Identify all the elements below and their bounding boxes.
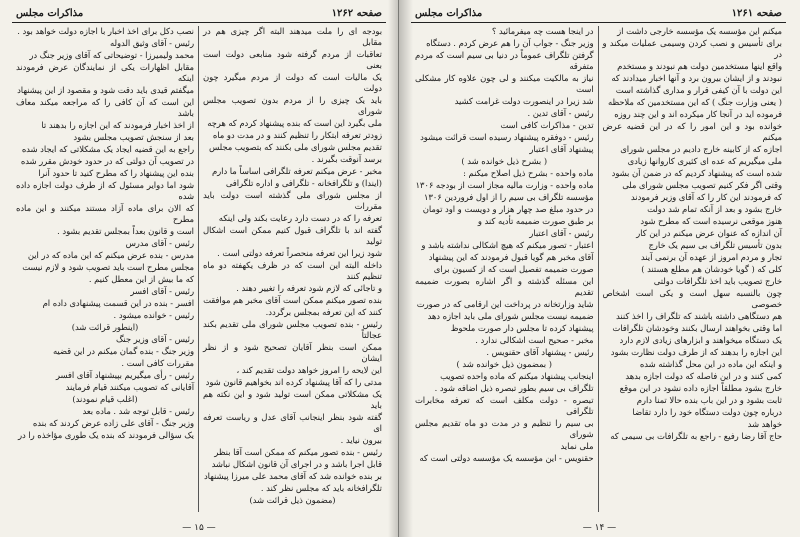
text-line: راجع به این قضیه ایجاد یک مشکلاتی که ایجاد شده bbox=[21, 144, 194, 154]
text-line: مقررات کافی است . bbox=[121, 358, 194, 368]
right-page-left-column bbox=[411, 26, 599, 512]
text-line: رئیس - آقای وثیق الدوله bbox=[110, 38, 194, 48]
text-line: رئیس - خوانده میشود . bbox=[113, 310, 194, 320]
right-page-columns bbox=[411, 26, 786, 512]
text-line: خواهد شد bbox=[747, 419, 782, 429]
text-line: چون بالنسبه سهل است و یکی است اشخاص خصوصی bbox=[602, 288, 782, 309]
text-line: کنند که این تعرفه بمجلس برگردد. bbox=[265, 307, 382, 317]
right-page-label: صفحه ۱۲۶۱ bbox=[731, 8, 782, 19]
text-line: خوانده بود و این امور را که در این قضیه عرض میکنم bbox=[602, 121, 782, 142]
text-line: رئیس - آقای وزیر جنگ bbox=[115, 334, 194, 344]
text-line: تعاقبات از مردم گرفته شود منابعی دولت است بعنی bbox=[203, 49, 382, 70]
text-line: رئیس - آقای تدین . bbox=[527, 108, 594, 118]
text-line: اعتبار - تصور میکنم که هیچ اشکالی نداشته باشد و bbox=[421, 240, 594, 250]
text-line: رئیس - پیشنهاد آقای حقنویس . bbox=[486, 347, 594, 357]
text-line: (اغلب قیام نمودند) bbox=[72, 394, 138, 404]
text-line: مؤسسه تلگراف بی سیم را از اول فروردین ۱۳۰۶ bbox=[423, 192, 594, 202]
text-line: نیاز به مالکیت میکنند و لی چون علاوه کار مشکلی است bbox=[415, 73, 594, 94]
text-line: ماده واحده - وزارت مالیه مجاز است از بودجه ۱۳۰۶ bbox=[415, 180, 594, 190]
text-line: و تاجائی که لازم شود تعرفه را تغییر دهند . bbox=[236, 283, 382, 293]
text-line: این است که آن کافی را که مراجعه میکند معاف باشد bbox=[16, 97, 194, 118]
text-line: مخبر - صحیح است اشکالی ندارد . bbox=[475, 335, 594, 345]
text-line: ملی نماید bbox=[560, 441, 594, 451]
text-line: تقدیم مجلس شورای ملی بکنند که بتصویب مجلس bbox=[209, 142, 382, 152]
text-line: خارج بشود مطلقاً اجازه داده نشود در این موقع bbox=[619, 383, 782, 393]
text-line: رئیس - رأی میگیریم بپیشنهاد آقای افسر bbox=[55, 370, 194, 380]
text-line: زودتر تعرفه ابتکار را تنظیم کنند و در مدت دو ماه bbox=[212, 130, 382, 140]
text-line: یک مالیات است که دولت از مردم میگیرد چون دولت bbox=[203, 72, 382, 93]
text-line: تجار و مردم امروز از عهده آن برنمی آیند bbox=[640, 252, 782, 262]
text-line: قابل اجرا باشد و در اجرای آن قانون اشکال نباشد bbox=[211, 459, 382, 469]
left-page-right-column bbox=[199, 26, 386, 512]
text-line: فرموده اید در آنجا کار میکرده اند و این چند روزه bbox=[614, 109, 782, 119]
text-line: میکنم این مؤسسه یک مؤسسه خارجی داشت از bbox=[617, 26, 782, 36]
text-line: خارج تصویب باید اخذ تلگرافات دولتی bbox=[653, 276, 782, 286]
left-page-title: مذاکرات مجلس bbox=[16, 8, 84, 19]
text-line: هم دستگاهی داشته باشند که تلگراف را اخذ کنند bbox=[615, 311, 782, 321]
text-line: بعد از سنجش تصویب مجلس بشود bbox=[73, 132, 194, 142]
text-line: گفته شود بنظر اینجانب آقای عدل و ریاست تعرفه ای bbox=[203, 412, 382, 433]
text-line: پیشنهاد کرده تا مجلس دار صورت ملحوظ bbox=[450, 323, 594, 333]
text-line: محمد ولیمیرزا - توضیحاتی که آقای وزیر جنگ در bbox=[29, 50, 194, 60]
text-line: تلگرافخانه باید که مجلس نظر کند . bbox=[260, 483, 382, 493]
text-line: بنده این پیشنهاد را که مطرح کنید تا حدود آنرا bbox=[38, 168, 194, 178]
text-line: بدون تأسیس تلگراف بی سیم یک خارج bbox=[648, 240, 782, 250]
text-line: از مجلس شورای ملی گذشته است دولت باید مقررات bbox=[203, 190, 382, 211]
text-line: درباره چون دولت دستگاه خود را دارد تقاضا bbox=[632, 407, 782, 417]
text-line: رئیس - دوفقره پیشنهاد رسیده است قرائت میشود bbox=[420, 132, 594, 142]
text-line: بودجه ای را ملت میدهند البته اگر چیزی هم در مقابل bbox=[203, 26, 382, 47]
text-line: افسر - بنده در این قسمت پیشنهادی داده ام bbox=[42, 298, 194, 308]
text-line: رئیس - بنده تصویب مجلس شورای ملی تقدیم بکند عجالتاً bbox=[203, 319, 382, 340]
text-line: کمی کنند و در این فاصله که دولت اجازه بدهد bbox=[625, 371, 782, 381]
text-line: مجلس مطرح است باید تصویب شود و لازم نیست bbox=[22, 262, 194, 272]
text-line: است و قانون بعداً بمجلس تقدیم بشود . bbox=[57, 226, 194, 236]
text-line: ( بمضمون ذیل خوانده شد ) bbox=[456, 359, 552, 369]
text-line: نبودند و از ایشان بیرون برد و آنها اخبار میدادند که bbox=[611, 73, 782, 83]
text-line: صورت ضمیمه تفصیل است که از کسیون برای bbox=[433, 264, 594, 274]
text-line: رئیس - آقای مدرس bbox=[125, 238, 194, 248]
right-page bbox=[398, 0, 800, 537]
text-line: ممکن است بنظر آقایان تصحیح شود و از نظر ایشان bbox=[203, 342, 382, 363]
text-line: در حدود مبلغ صد چهار هزار و دویست و اود تومان bbox=[422, 204, 594, 214]
text-line: ماده واحده - بشرح ذیل اصلاح میکنم : bbox=[463, 168, 594, 178]
text-line: یک دستگاه میخواهند و ابزارهای زیادی لازم دارد bbox=[619, 335, 782, 345]
text-line: این دولت با آن کیفی قرار و مداری گذاشته است bbox=[615, 85, 782, 95]
text-line: ملی میگیریم که عده ای کثیری کاروانها زیادی bbox=[627, 156, 782, 166]
text-line: این اجازه را بدهند که از طرف دولت نظارت بشود bbox=[610, 347, 782, 357]
text-line: که فرمودند این کار را که آقای وزیر فرمودند bbox=[630, 192, 782, 202]
text-line: ( بشرح ذیل خوانده شد ) bbox=[461, 156, 548, 166]
text-line: حاج آقا رضا رفیع - راجع به تلگرافات بی سیمی که bbox=[610, 431, 782, 441]
text-line: شود اما دوایر مسئول که از طرف دولت اجازه داده شده bbox=[16, 180, 194, 201]
text-line: وقتی اگر فکر کنیم تصویب مجلس شورای ملی bbox=[622, 180, 782, 190]
left-page-left-column bbox=[12, 26, 199, 512]
text-line: باید یک چیزی را از مردم بدون تصویب مجلس شورای bbox=[203, 95, 382, 116]
text-line: کلی که ( گویا خودشان هم مطلع هستند ) bbox=[641, 264, 782, 274]
text-line: یک مشکلاتی ممکن است تولید شود و این نکته هم باید bbox=[203, 389, 382, 410]
text-line: برسد آنوقت بگیرند . bbox=[311, 154, 382, 164]
text-line: تدین - مذاکرات کافی است bbox=[500, 120, 594, 130]
text-line: شده است که پیشنهاد کردیم که در ضمن آن بشود bbox=[611, 168, 782, 178]
text-line: که ما بیش از این معطل کنیم . bbox=[88, 274, 194, 284]
text-line: آقایانی که تصویب میکنند قیام فرمایند bbox=[65, 382, 194, 392]
text-line: وزیر جنگ - جواب آن را هم عرض کردم . دستگاه bbox=[426, 38, 594, 48]
text-line: ( یعنی وزارت جنگ ) که این مستخدمین که ملاحظه bbox=[608, 97, 782, 107]
text-line: تلگراف بی سیم بطور تبصره ذیل اضافه شود . bbox=[434, 383, 594, 393]
text-line: هنوز موقعی نرسیده است که مطرح شود bbox=[640, 216, 782, 226]
text-line: این لایحه را امروز خواهد دولت تقدیم کند ، bbox=[236, 365, 382, 375]
text-line: شاید وزارتخانه در پرداخت این ارقامی که در صورت bbox=[416, 299, 594, 309]
text-line: آن اندازه که عنوان عرض میکنم در این کار bbox=[636, 228, 782, 238]
text-line: شد زیرا در اینصورت دولت غرامت کشید bbox=[454, 96, 594, 106]
text-line: برای تأسیس و نصب کردن وسیمی عملیات میکند و در bbox=[602, 38, 782, 59]
text-line: که الان برای ماده آزاد مستند میکنند و این ماده مطرح bbox=[16, 203, 194, 224]
text-line: تبصره - دولت مکلف است که تعرفه مخابرات تلگرافی bbox=[415, 395, 594, 416]
text-line: آقای مخبر هم گویا قبول فرمودند که این پیشنهاد bbox=[428, 252, 594, 262]
text-line: بنده تصور میکنم ممکن است آقای مخبر هم موافقت bbox=[203, 295, 382, 305]
text-line: مخبر - عرض میکنم تعرفه تلگرافی اساساً ما دارم bbox=[212, 166, 382, 176]
text-line: بی سیم را تنظیم و در مدت دو ماه تقدیم مجلس شورای bbox=[415, 418, 594, 439]
right-page-right-column bbox=[599, 26, 787, 512]
text-line: اجازه که از کابینه خارج دادیم در مجلس شورای bbox=[620, 144, 782, 154]
text-line: گرفتن تلگراف عموماً در دنیا بی سیم است که مردم متفرقه bbox=[415, 50, 594, 71]
left-page-columns bbox=[12, 26, 386, 512]
text-line: این مسئله گذشته و اگر اشاره بصورت ضمیمه تقدیم bbox=[415, 276, 594, 297]
text-line: وزیر جنگ - بنده گمان میکنم در این قضیه bbox=[52, 346, 194, 356]
text-line: مدرس - بنده عرض میکنم که این ماده که در این bbox=[27, 250, 194, 260]
text-line: (ایندا) و تلگرافخانه - تلگرافی و اداره تلگرافی bbox=[225, 178, 382, 188]
text-line: (مضمون ذیل قرائت شد) bbox=[249, 495, 336, 505]
text-line: میگفتم قیدی باید دقت شود و مقصود از این پیشنهاد bbox=[17, 85, 194, 95]
right-page-header bbox=[411, 6, 786, 23]
text-line: نصب دکل برای اخذ اخبار با اجازه دولت خواهد بود . bbox=[17, 26, 194, 36]
text-line: رئیس - قابل توجه شد . ماده بعد bbox=[82, 406, 194, 416]
text-line: ثابت بشود و در این باب بنده حالا تمنا دارم bbox=[636, 395, 782, 405]
text-line: در اینجا هست چه میفرمائید ؟ bbox=[491, 26, 594, 36]
left-page bbox=[0, 0, 398, 537]
text-line: مدتی را که آقا پیشنهاد کرده اند بخواهیم قانون شود bbox=[205, 377, 382, 387]
text-line: و اینکه این ماده در این محل گذاشته شده bbox=[639, 359, 782, 369]
text-line: وزیر جنگ - آقای علی زاده عرض کردند که بنده bbox=[32, 418, 194, 428]
text-line: ضمیمه نیست مجلس شورای ملی باید اجازه دهد bbox=[427, 311, 594, 321]
left-page-number: — ۱۵ — bbox=[182, 523, 216, 533]
right-page-title: مذاکرات مجلس bbox=[415, 8, 483, 19]
text-line: اینجانب پیشنهاد میکنم که ماده واحده تصویب bbox=[440, 371, 594, 381]
text-line: حقنویس - این مؤسسه یک مؤسسه دولتی است که bbox=[419, 453, 594, 463]
text-line: شود زیرا این تعرفه منحصراً تعرفه دولتی است . bbox=[217, 248, 382, 258]
left-page-header bbox=[12, 6, 386, 23]
text-line: رئیس - آقای اعتبار bbox=[529, 228, 594, 238]
text-line: گفته اند با تلگراف قبول کنیم ممکن است اشکال تولید bbox=[203, 225, 382, 246]
left-page-label: صفحه ۱۲۶۲ bbox=[331, 8, 382, 19]
text-line: ملی بگیرد این است که بنده پیشنهاد کردم که هرچه bbox=[207, 118, 382, 128]
text-line: واقع اینها مستخدمین دولت هم نبودند و مستخدم bbox=[617, 61, 782, 71]
text-line: پیشنهاد آقای اعتبار bbox=[529, 144, 594, 154]
text-line: بر طبق صورت ضمیمه تأدیه کند و bbox=[477, 216, 594, 226]
text-line: خارج بشود و بعد از آنکه تمام شد دولت bbox=[647, 204, 782, 214]
text-line: مقابل اظهارات یکی از نمایندگان عرض فرمودند اینکه bbox=[16, 62, 194, 83]
text-line: یک سؤالی فرمودند که بنده یک طوری مؤاخذه را در bbox=[17, 430, 194, 440]
text-line: (اینطور قرائت شد) bbox=[71, 322, 139, 332]
text-line: از اخذ اخبار فرمودند که این اجازه را بدهند تا bbox=[41, 120, 194, 130]
text-line: تعرفه را که در دست دارد رعایت بکند ولی اینکه bbox=[218, 213, 382, 223]
text-line: در تصویب آن دولتی که در حدود خودش مقرر شده bbox=[20, 156, 194, 166]
text-line: بیرون نیاید . bbox=[340, 435, 382, 445]
text-line: داخله البته این است که در ظرف یکهفته دو ماه تنظیم کنند bbox=[203, 260, 382, 281]
text-line: رئیس - بنده تصور میکنم که ممکن است آقا بنظر bbox=[214, 447, 382, 457]
text-line: رئیس - آقای افسر bbox=[130, 286, 194, 296]
text-line: بر بنده خوانده شد که آقای محمد علی میرزا پیشنهاد bbox=[203, 471, 382, 481]
right-page-number: — ۱۴ — bbox=[582, 523, 617, 533]
text-line: اما وقتی بخواهند ارسال بکنند وخودشان تلگرافات bbox=[612, 323, 782, 333]
